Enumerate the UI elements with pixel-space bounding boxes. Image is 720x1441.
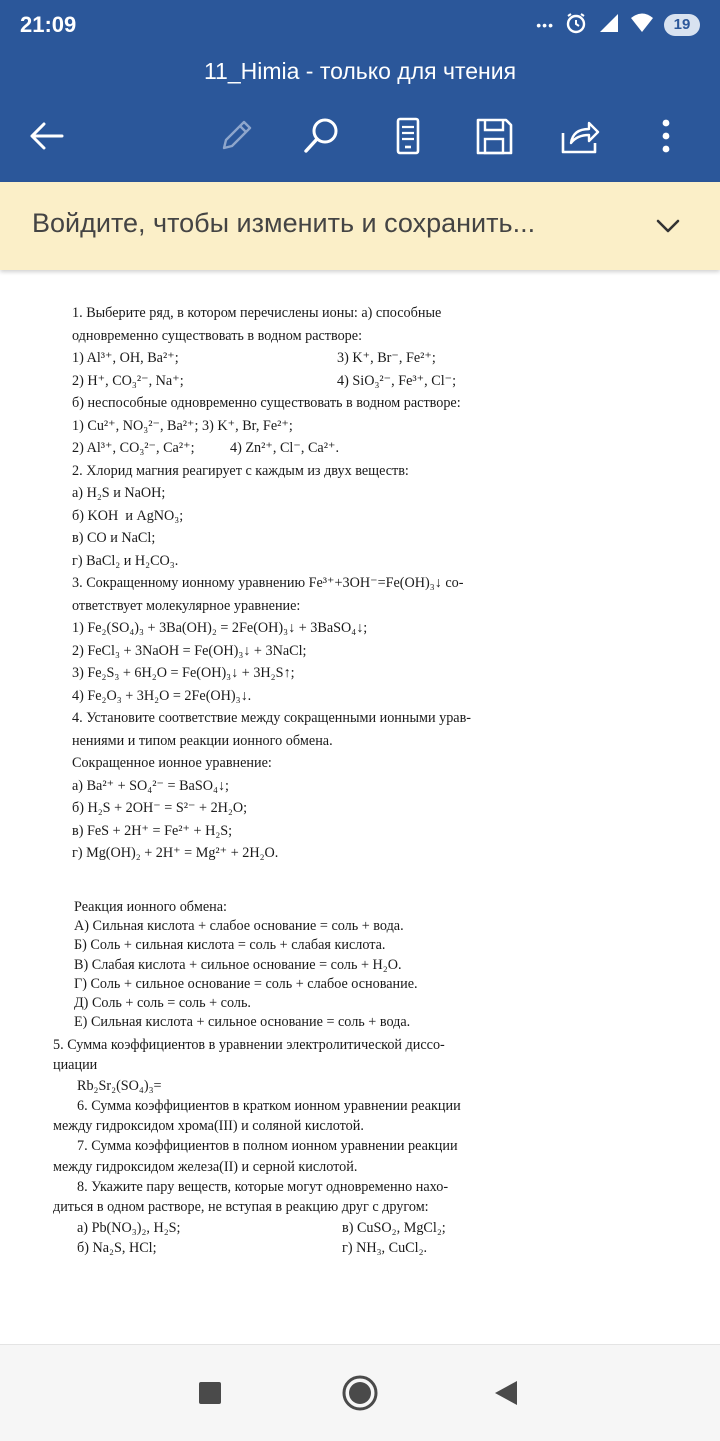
text-line: 7. Сумма коэффициентов в полном ионном уравнении реакции bbox=[77, 1138, 458, 1155]
share-icon bbox=[559, 115, 601, 157]
save-button[interactable] bbox=[470, 112, 518, 160]
document-block-1 bbox=[72, 302, 584, 865]
text-line: Сокращенное ионное уравнение: bbox=[72, 755, 272, 771]
text-line-two-col bbox=[72, 347, 584, 370]
text-line: б) неспособные одновременно существовать в водном растворе: bbox=[72, 395, 461, 411]
back-button[interactable] bbox=[22, 112, 70, 160]
more-vertical-icon bbox=[654, 116, 678, 156]
home-button[interactable] bbox=[340, 1373, 380, 1413]
document-block-3 bbox=[53, 1035, 573, 1258]
text-cell: 3) K⁺, Br⁻, Fe²⁺; bbox=[337, 350, 436, 366]
text-cell: 4) SiO₃²⁻, Fe³⁺, Cl⁻; bbox=[337, 372, 457, 389]
text-line: В) Слабая кислота + сильное основание = соль + H₂O. bbox=[74, 956, 402, 973]
text-line: Реакция ионного обмена: bbox=[74, 899, 227, 915]
text-cell: 1) Al³⁺, OH, Ba²⁺; bbox=[72, 350, 179, 366]
text-line: 4. Установите соответствие между сокращенными ионными урав- bbox=[72, 710, 472, 726]
text-line-two-col bbox=[53, 1238, 573, 1258]
square-icon bbox=[198, 1381, 222, 1405]
text-line: А) Сильная кислота + слабое основание = соль + вода. bbox=[74, 918, 404, 935]
text-line: 3. Сокращенному ионному уравнению Fe³⁺+3OH⁻=Fe(OH)₃↓ со- bbox=[72, 575, 464, 591]
text-line: циации bbox=[53, 1057, 98, 1074]
save-icon bbox=[474, 116, 514, 156]
text-line: 2) Al³⁺, CO₃²⁻, Ca²⁺; 4) Zn²⁺, Cl⁻, Ca²⁺. bbox=[72, 440, 340, 456]
text-line: диться в одном растворе, не вступая в реакцию друг с другом: bbox=[53, 1199, 429, 1216]
signal-icon bbox=[598, 12, 620, 39]
banner-text: Войдите, чтобы изменить и сохранить... bbox=[32, 208, 536, 238]
document-page[interactable] bbox=[53, 296, 592, 1286]
text-line: одновременно существовать в водном растворе: bbox=[72, 327, 363, 344]
document-title: 11_Himia - только для чтения bbox=[203, 58, 517, 84]
system-back-button[interactable] bbox=[486, 1373, 526, 1413]
text-line: Г) Соль + сильное основание = соль + слабое основание. bbox=[74, 975, 418, 992]
text-line: 1. Выберите ряд, в котором перечислены ионы: а) способные bbox=[72, 305, 442, 321]
text-line-two-col bbox=[53, 1218, 573, 1238]
text-line: нениями и типом реакции ионного обмена. bbox=[72, 732, 333, 749]
text-line: 5. Сумма коэффициентов в уравнении электролитической диссо- bbox=[53, 1037, 445, 1053]
text-line: между гидроксидом железа(II) и серной кислотой. bbox=[53, 1158, 358, 1175]
text-cell: 2) H⁺, CO₃²⁻, Na⁺; bbox=[72, 372, 184, 389]
edit-button[interactable] bbox=[212, 112, 260, 160]
text-line: Б) Соль + сильная кислота = соль + слабая кислота. bbox=[74, 937, 386, 954]
triangle-back-icon bbox=[493, 1379, 519, 1407]
text-line: ответствует молекулярное уравнение: bbox=[72, 597, 301, 614]
text-line: 4) Fe₂O₃ + 3H₂O = 2Fe(OH)₃↓. bbox=[72, 687, 252, 704]
recent-apps-button[interactable] bbox=[190, 1373, 230, 1413]
text-cell: б) Na₂S, HCl; bbox=[77, 1239, 157, 1256]
status-bar bbox=[0, 0, 720, 52]
text-line: 6. Сумма коэффициентов в кратком ионном уравнении реакции bbox=[77, 1097, 461, 1114]
text-line: 3) Fe₂S₃ + 6H₂O = Fe(OH)₃↓ + 3H₂S↑; bbox=[72, 665, 295, 681]
text-line: г) BaCl₂ и H₂CO₃. bbox=[72, 552, 179, 569]
search-icon bbox=[301, 115, 343, 157]
chevron-down-icon[interactable] bbox=[654, 212, 682, 240]
text-line: между гидроксидом хрома(III) и соляной кислотой. bbox=[53, 1118, 364, 1135]
text-line: 2. Хлорид магния реагирует с каждым из двух веществ: bbox=[72, 462, 409, 479]
text-line: а) H₂S и NaOH; bbox=[72, 485, 166, 501]
toolbar bbox=[0, 104, 720, 170]
status-icons bbox=[536, 10, 700, 40]
text-cell: в) CuSO₂, MgCl₂; bbox=[342, 1219, 446, 1236]
alarm-icon bbox=[564, 11, 588, 40]
search-button[interactable] bbox=[298, 112, 346, 160]
wifi-icon bbox=[630, 12, 654, 39]
notification-dots-icon: ••• bbox=[536, 17, 554, 33]
more-options-button[interactable] bbox=[642, 112, 690, 160]
text-line: а) Ba²⁺ + SO₄²⁻ = BaSO₄↓; bbox=[72, 777, 229, 794]
text-line: Rb₂Sr₂(SO₄)₃= bbox=[77, 1077, 162, 1094]
system-navigation-bar bbox=[0, 1344, 720, 1441]
text-line-two-col bbox=[72, 370, 584, 393]
text-cell: а) Pb(NO₃)₂, H₂S; bbox=[77, 1219, 181, 1236]
reading-view-icon bbox=[388, 116, 428, 156]
text-line: 2) FeCl₃ + 3NaOH = Fe(OH)₃↓ + 3NaCl; bbox=[72, 642, 307, 659]
pencil-icon bbox=[216, 116, 256, 156]
text-line: г) Mg(OH)₂ + 2H⁺ = Mg²⁺ + 2H₂O. bbox=[72, 845, 279, 861]
app-bar bbox=[0, 52, 720, 182]
back-arrow-icon bbox=[26, 116, 66, 156]
text-line: б) KOH и AgNO₃; bbox=[72, 507, 184, 524]
text-line: Е) Сильная кислота + сильное основание = соль + вода. bbox=[74, 1014, 411, 1031]
circle-icon bbox=[341, 1374, 379, 1412]
text-line: 8. Укажите пару веществ, которые могут одновременно нахо- bbox=[77, 1179, 449, 1196]
text-line: б) H₂S + 2OH⁻ = S²⁻ + 2H₂O; bbox=[72, 800, 248, 816]
sign-in-banner[interactable] bbox=[0, 182, 720, 270]
document-block-2 bbox=[74, 898, 584, 1032]
text-cell: г) NH₃, CuCl₂. bbox=[342, 1239, 428, 1256]
text-line: в) CO и NaCl; bbox=[72, 530, 156, 546]
text-line: 1) Cu²⁺, NO₃²⁻, Ba²⁺; 3) K⁺, Br, Fe²⁺; bbox=[72, 417, 293, 434]
status-time: 21:09 bbox=[20, 12, 77, 37]
text-line: 1) Fe₂(SO₄)₃ + 3Ba(OH)₂ = 2Fe(OH)₃↓ + 3BaSO₄↓; bbox=[72, 620, 368, 636]
text-line: Д) Соль + соль = соль + соль. bbox=[74, 995, 251, 1012]
battery-indicator: 19 bbox=[664, 14, 700, 36]
text-line: в) FeS + 2H⁺ = Fe²⁺ + H₂S; bbox=[72, 822, 233, 839]
reading-view-button[interactable] bbox=[384, 112, 432, 160]
share-button[interactable] bbox=[556, 112, 604, 160]
